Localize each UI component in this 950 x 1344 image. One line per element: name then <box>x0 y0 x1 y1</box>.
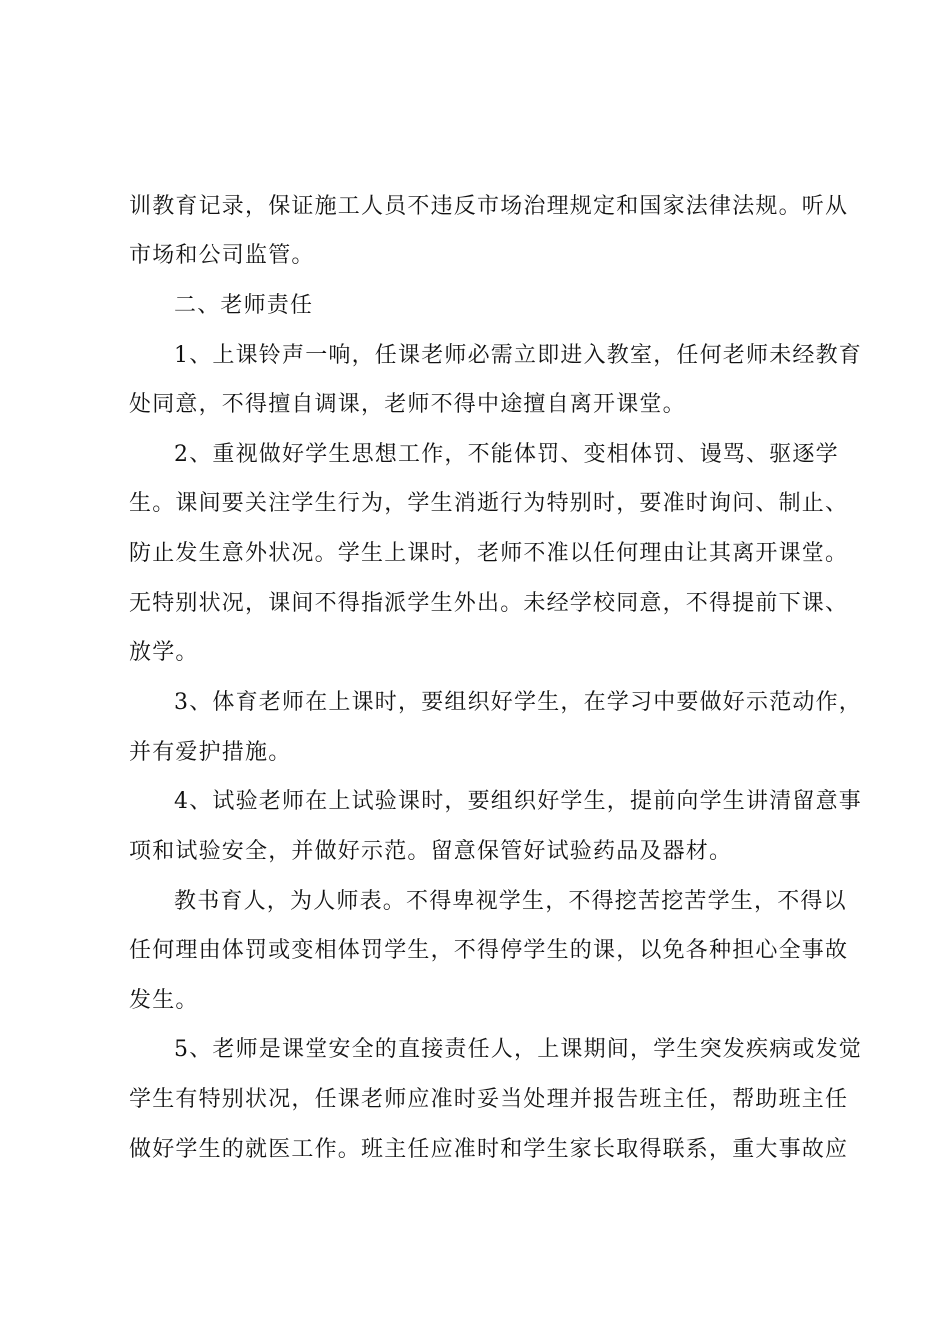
section-heading: 二、老师责任 <box>174 293 314 318</box>
text-line: 做好学生的就医工作。班主任应准时和学生家长取得联系，重大事故应 <box>129 1137 849 1162</box>
text-line: 5、老师是课堂安全的直接责任人，上课期间，学生突发疾病或发觉 <box>174 1037 862 1062</box>
text-line: 放学。 <box>129 640 199 665</box>
text-line: 3、体育老师在上课时，要组织好学生，在学习中要做好示范动作， <box>174 690 862 715</box>
text-line: 项和试验安全，并做好示范。留意保管好试验药品及器材。 <box>129 839 733 864</box>
text-line: 任何理由体罚或变相体罚学生，不得停学生的课，以免各种担心全事故 <box>129 938 849 963</box>
text-line: 训教育记录，保证施工人员不违反市场治理规定和国家法律法规。听从 <box>129 194 849 219</box>
text-line: 无特别状况，课间不得指派学生外出。未经学校同意，不得提前下课、 <box>129 591 849 616</box>
text-line: 教书育人，为人师表。不得卑视学生，不得挖苦挖苦学生，不得以 <box>174 889 847 914</box>
text-line: 处同意，不得擅自调课，老师不得中途擅自离开课堂。 <box>129 392 686 417</box>
text-line: 4、试验老师在上试验课时，要组织好学生，提前向学生讲清留意事 <box>174 789 862 814</box>
text-line: 发生。 <box>129 988 199 1013</box>
text-line: 生。课间要关注学生行为，学生消逝行为特别时，要准时询问、制止、 <box>129 491 849 516</box>
text-line: 学生有特别状况，任课老师应准时妥当处理并报告班主任，帮助班主任 <box>129 1087 849 1112</box>
text-line: 1、上课铃声一响，任课老师必需立即进入教室，任何老师未经教育 <box>174 343 862 368</box>
text-line: 2、重视做好学生思想工作，不能体罚、变相体罚、谩骂、驱逐学 <box>174 442 839 467</box>
text-line: 防止发生意外状况。学生上课时，老师不准以任何理由让其离开课堂。 <box>129 541 849 566</box>
text-line: 并有爱护措施。 <box>129 740 292 765</box>
text-line: 市场和公司监管。 <box>129 243 315 268</box>
